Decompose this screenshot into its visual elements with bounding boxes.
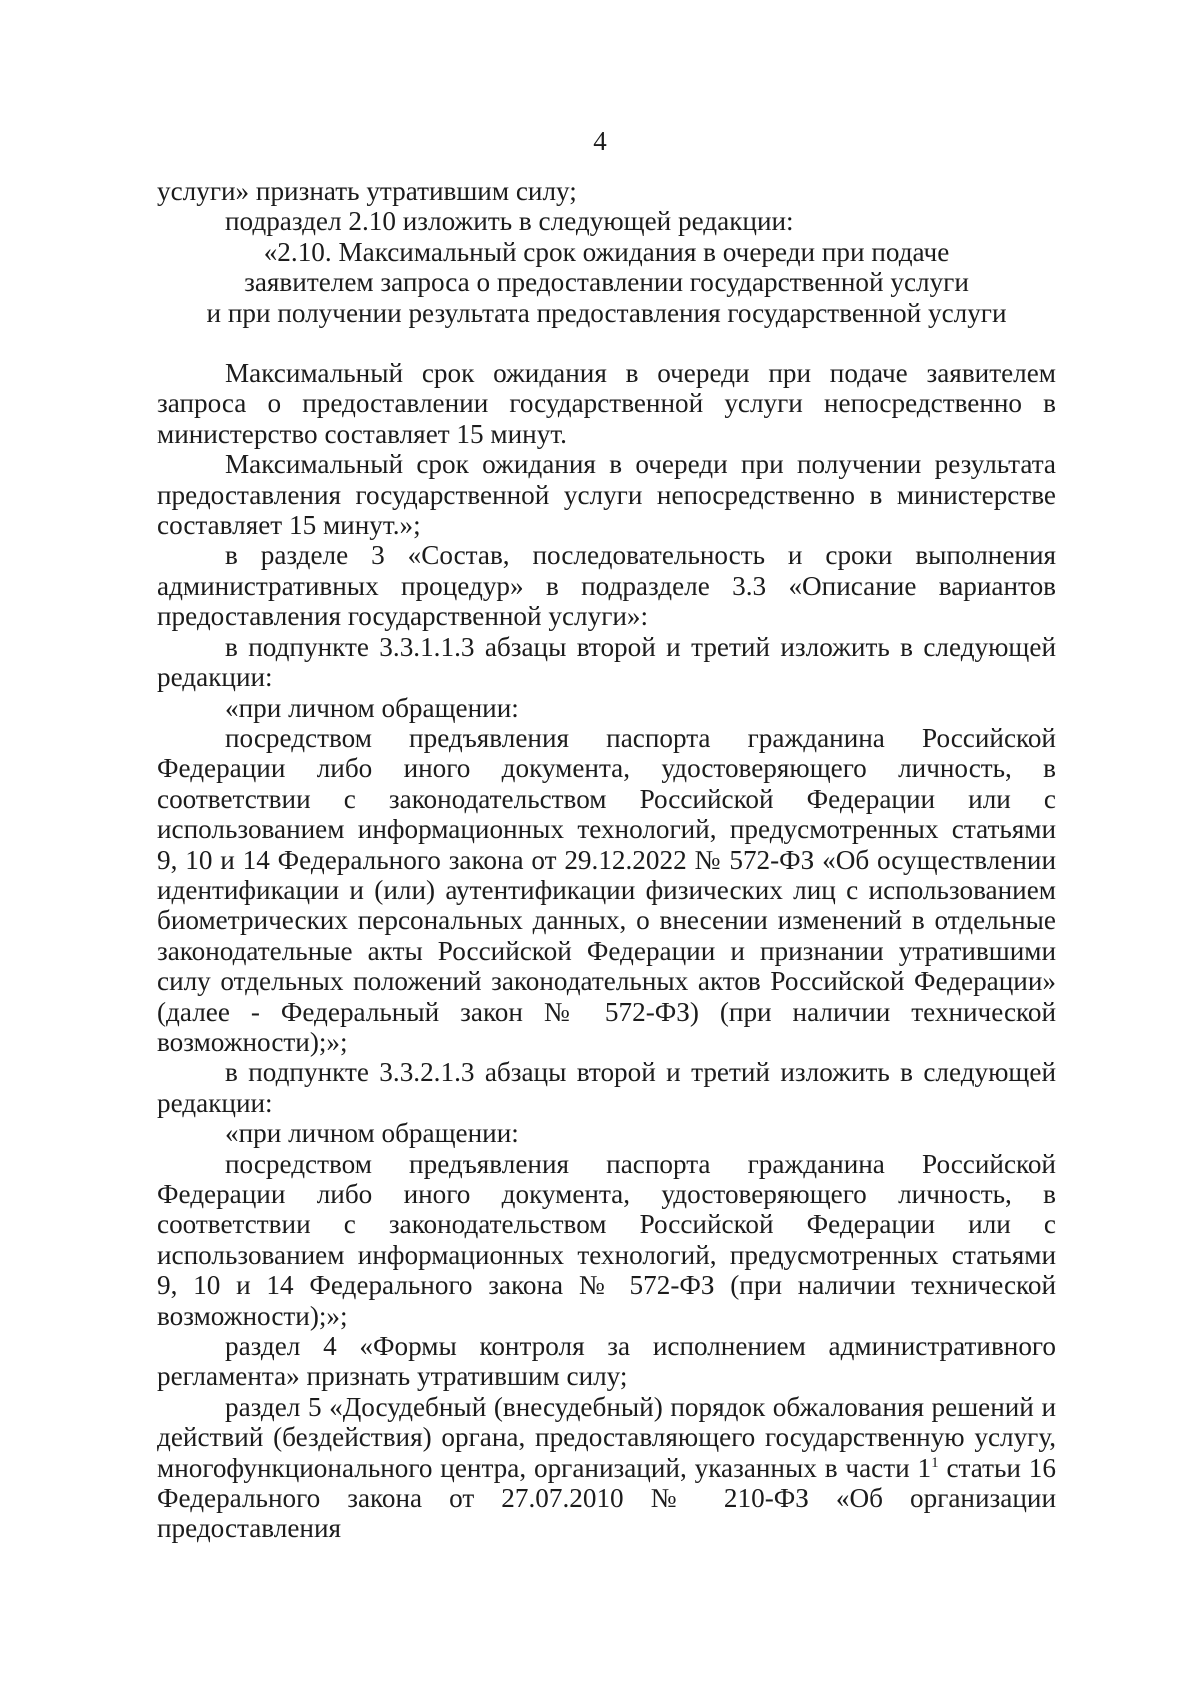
- paragraph: в подпункте 3.3.1.1.3 абзацы второй и третий изложить в следующей редакции:: [157, 631, 1056, 693]
- paragraph-text: раздел 5 «Досудебный (внесудебный) порядок обжалования решений и действий (бездействия) органа, предоставляющего государственную услугу, многофункционального центра, организаций, указанных в части 1: [157, 1391, 1056, 1483]
- paragraph: [157, 1392, 1056, 1544]
- paragraph: «при личном обращении:: [225, 692, 519, 723]
- paragraph: услуги» признать утратившим силу;: [157, 176, 577, 206]
- paragraph: посредством предъявления паспорта гражданина Российской Федерации либо иного документа, удостоверяющего личность, в соответствии с законодательством Российской Федерации или с использованием информационных технологий, предусмотренных статьями 9, 10 и 14 Федерального закона от 29.12.2022 № 572-ФЗ «Об осуществлении идентификации и (или) аутентификации физических лиц с использованием биометрических персональных данных, о внесении изменений в отдельные законодательные акты Российской Федерации и признании утратившими силу отдельных положений законодательных актов Российской Федерации» (далее - Федеральный закон № 572-ФЗ) (при наличии технической возможности);»;: [157, 722, 1056, 1057]
- paragraph: в разделе 3 «Состав, последовательность и сроки выполнения административных процедур» в подразделе 3.3 «Описание вариантов предоставления государственной услуги»:: [157, 540, 1056, 632]
- paragraph: «при личном обращении:: [225, 1118, 519, 1149]
- subsection-heading-line: заявителем запроса о предоставлении государственной услуги: [244, 267, 969, 298]
- superscript: 1: [931, 1454, 939, 1471]
- document-body: [157, 176, 1056, 1544]
- paragraph: в подпункте 3.3.2.1.3 абзацы второй и третий изложить в следующей редакции:: [157, 1057, 1056, 1118]
- subsection-heading-line: и при получении результата предоставления государственной услуги: [206, 297, 1007, 328]
- paragraph: Максимальный срок ожидания в очереди при получении результата предоставления государственной услуги непосредственно в министерстве составляет 15 минут.»;: [157, 449, 1056, 541]
- paragraph: подраздел 2.10 изложить в следующей редакции:: [225, 206, 794, 237]
- paragraph: Максимальный срок ожидания в очереди при подаче заявителем запроса о предоставлении государственной услуги непосредственно в министерство составляет 15 минут.: [157, 358, 1056, 449]
- page-number: 4: [593, 126, 607, 156]
- subsection-heading-line: «2.10. Максимальный срок ожидания в очереди при подаче: [263, 236, 950, 267]
- paragraph-text: статьи 16 Федерального закона от 27.07.2010 № 210-ФЗ «Об организации предоставления: [157, 1452, 1056, 1544]
- paragraph: раздел 4 «Формы контроля за исполнением административного регламента» признать утратившим силу;: [157, 1331, 1056, 1392]
- paragraph: посредством предъявления паспорта гражданина Российской Федерации либо иного документа, удостоверяющего личность, в соответствии с законодательством Российской Федерации или с использованием информационных технологий, предусмотренных статьями 9, 10 и 14 Федерального закона № 572-ФЗ (при наличии технической возможности);»;: [157, 1148, 1056, 1331]
